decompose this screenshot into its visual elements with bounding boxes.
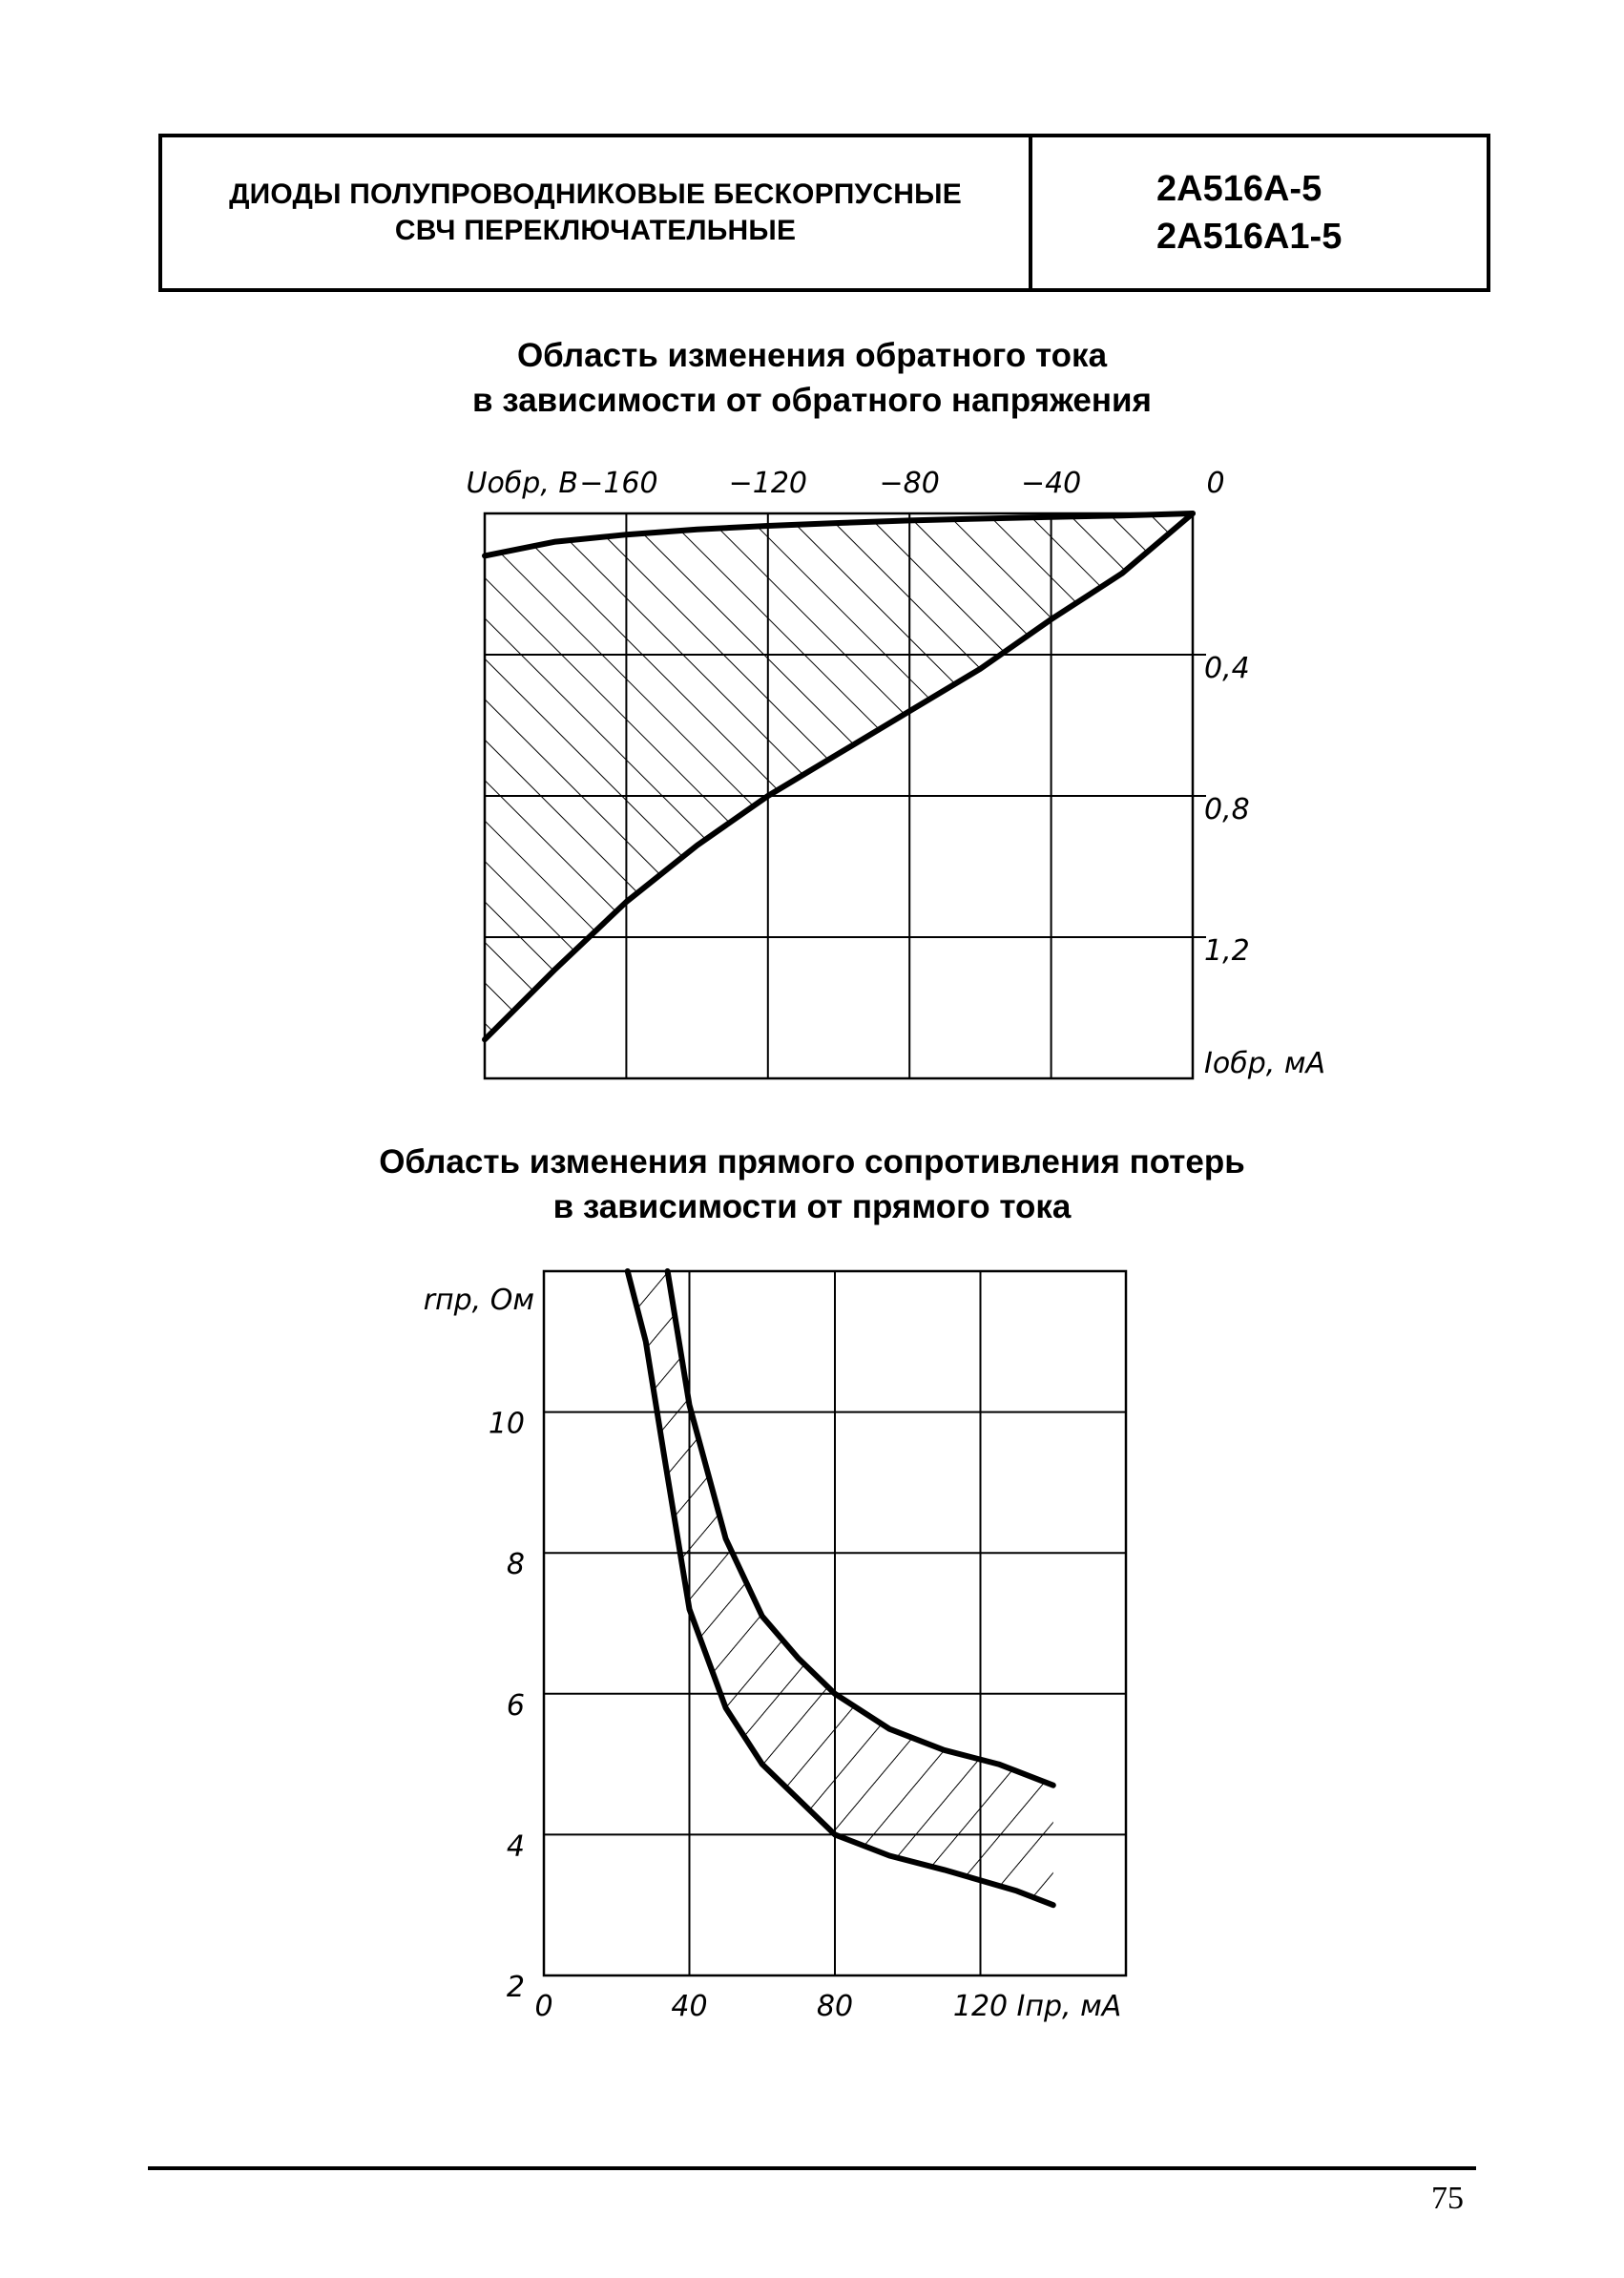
chart1-hatched-region — [485, 513, 1193, 1039]
header-title-block — [162, 137, 1032, 288]
page-number: 75 — [1431, 2181, 1464, 2216]
chart2-ytick-label-2: 6 — [506, 1688, 525, 1723]
chart1-xtick-label-0: −160 — [579, 467, 658, 500]
chart1-ytick-label-2: 1,2 — [1204, 934, 1250, 968]
chart2-xtick-label-3: 120 — [952, 1990, 1009, 2023]
header-title-line2: СВЧ ПЕРЕКЛЮЧАТЕЛЬНЫЕ — [394, 215, 797, 246]
chart1-xtick-label-3: −40 — [1020, 467, 1082, 500]
chart1-xtick-label-1: −120 — [728, 467, 808, 500]
chart1-xtick-label-2: −80 — [879, 467, 940, 500]
header-box — [158, 134, 1490, 292]
chart2-x-axis-label: Iпр, мА — [1016, 1990, 1122, 2023]
chart1-reverse-current — [0, 458, 1624, 1107]
chart1-xtick-label-4: 0 — [1206, 467, 1225, 500]
chart1-ytick-label-0: 0,4 — [1204, 652, 1250, 685]
chart2-ytick-label-4: 10 — [488, 1407, 525, 1441]
chart2-xtick-label-1: 40 — [671, 1990, 708, 2023]
chart2-hatched-region — [628, 1271, 1053, 1905]
chart1-title-line2: в зависимости от обратного напряжения — [472, 382, 1152, 419]
chart2-ytick-label-3: 8 — [506, 1548, 525, 1582]
chart2-forward-resistance — [0, 1260, 1624, 2042]
chart1-x-axis-label: Uобр, В — [466, 467, 578, 500]
footer-rule — [148, 2166, 1476, 2170]
chart2-xtick-label-0: 0 — [534, 1990, 553, 2023]
header-code-block — [1032, 137, 1487, 288]
chart2-y-axis-label: rпр, Ом — [423, 1284, 534, 1317]
chart1-y-axis-label: Iобр, мА — [1204, 1047, 1325, 1080]
header-title-line1: ДИОДЫ ПОЛУПРОВОДНИКОВЫЕ БЕСКОРПУСНЫЕ — [229, 178, 962, 210]
chart1-ytick-label-1: 0,8 — [1204, 793, 1250, 826]
header-code-line1: 2А516А-5 — [1156, 169, 1322, 209]
chart2-xtick-label-2: 80 — [816, 1990, 854, 2023]
chart1-title-line1: Область изменения обратного тока — [516, 337, 1108, 374]
chart2-ytick-label-1: 4 — [506, 1829, 525, 1864]
chart2-title-line1: Область изменения прямого сопротивления потерь — [379, 1143, 1245, 1181]
chart2-ytick-label-0: 2 — [506, 1971, 525, 2004]
chart2-title-line2: в зависимости от прямого тока — [552, 1188, 1072, 1225]
header-code-line2: 2А516А1-5 — [1156, 217, 1343, 257]
